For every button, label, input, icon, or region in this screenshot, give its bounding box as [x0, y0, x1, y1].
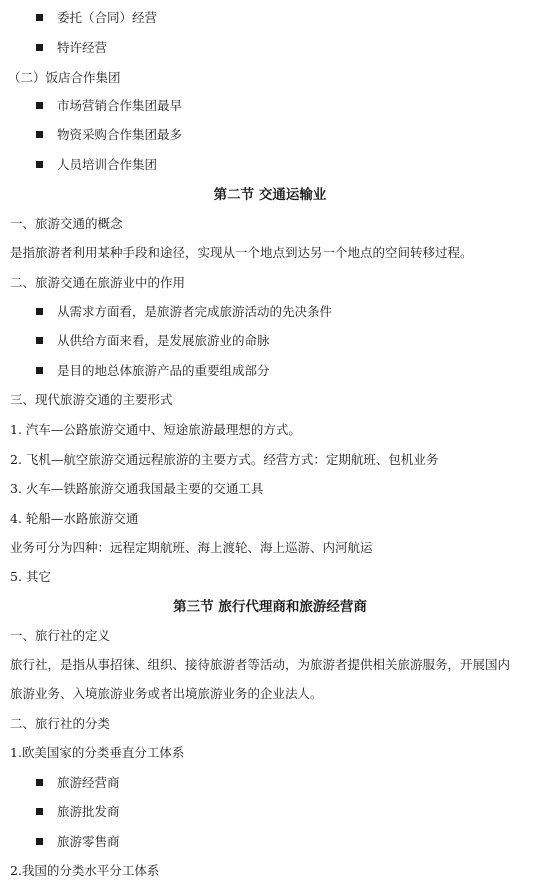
bullet-square-icon — [36, 102, 43, 109]
line-text: 人员培训合作集团 — [57, 157, 158, 172]
text-line — [0, 275, 540, 291]
text-line — [0, 657, 540, 673]
line-text: 一、旅行社的定义 — [10, 628, 111, 643]
bullet-item — [0, 363, 540, 379]
text-line — [0, 863, 540, 879]
line-text: 1. 汽车—公路旅游交通中、短途旅游最理想的方式。 — [10, 422, 301, 437]
bullet-item — [0, 834, 540, 850]
line-text: 物资采购合作集团最多 — [57, 127, 183, 142]
subsection-title — [0, 70, 540, 86]
line-text: 委托（合同）经营 — [57, 10, 158, 25]
line-text: 第三节 旅行代理商和旅游经营商 — [173, 599, 367, 615]
line-text: 4. 轮船—水路旅游交通 — [10, 511, 139, 526]
bullet-square-icon — [36, 14, 43, 21]
line-text: 是目的地总体旅游产品的重要组成部分 — [57, 363, 270, 378]
text-line — [0, 392, 540, 408]
line-text: 旅游业务、入境旅游业务或者出境旅游业务的企业法人。 — [10, 686, 323, 701]
bullet-item — [0, 98, 540, 114]
text-line — [0, 511, 540, 527]
line-text: 特许经营 — [57, 40, 108, 55]
line-text: 二、旅游交通在旅游业中的作用 — [10, 275, 186, 290]
text-line — [0, 628, 540, 644]
line-text: 旅行社，是指从事招徕、组织、接待旅游者等活动，为旅游者提供相关旅游服务，开展国内 — [10, 657, 511, 672]
bullet-square-icon — [36, 779, 43, 786]
line-text: 三、现代旅游交通的主要形式 — [10, 392, 173, 407]
bullet-square-icon — [36, 367, 43, 374]
line-text: 从需求方面看，是旅游者完成旅游活动的先决条件 — [57, 304, 333, 319]
line-text: 旅游经营商 — [57, 775, 120, 790]
bullet-item — [0, 157, 540, 173]
bullet-item — [0, 775, 540, 791]
line-text: 2. 飞机—航空旅游交通远程旅游的主要方式。经营方式：定期航班、包机业务 — [10, 452, 439, 467]
bullet-square-icon — [36, 161, 43, 168]
text-line — [0, 422, 540, 438]
line-text: 3. 火车—铁路旅游交通我国最主要的交通工具 — [10, 481, 264, 496]
text-line — [0, 540, 540, 556]
line-text: 旅游批发商 — [57, 804, 120, 819]
line-text: 业务可分为四种：远程定期航班、海上渡轮、海上巡游、内河航运 — [10, 540, 373, 555]
text-line — [0, 245, 540, 261]
bullet-item — [0, 10, 540, 26]
line-text: 第二节 交通运输业 — [213, 187, 327, 203]
text-line — [0, 216, 540, 232]
text-line — [0, 686, 540, 702]
line-text: 从供给方面来看，是发展旅游业的命脉 — [57, 333, 270, 348]
bullet-square-icon — [36, 838, 43, 845]
line-text: 一、旅游交通的概念 — [10, 216, 123, 231]
bullet-square-icon — [36, 44, 43, 51]
bullet-square-icon — [36, 337, 43, 344]
text-line — [0, 452, 540, 468]
section-heading — [0, 599, 540, 615]
bullet-item — [0, 804, 540, 820]
bullet-square-icon — [36, 808, 43, 815]
section-heading — [0, 187, 540, 203]
text-line — [0, 481, 540, 497]
bullet-square-icon — [36, 308, 43, 315]
line-text: 旅游零售商 — [57, 834, 120, 849]
line-text: 5. 其它 — [10, 569, 51, 584]
line-text: 市场营销合作集团最早 — [57, 98, 183, 113]
line-text: 1.欧美国家的分类垂直分工体系 — [10, 745, 185, 760]
bullet-item — [0, 333, 540, 349]
line-text: 二、旅行社的分类 — [10, 716, 111, 731]
bullet-item — [0, 304, 540, 320]
text-line — [0, 569, 540, 585]
bullet-square-icon — [36, 131, 43, 138]
bullet-item — [0, 127, 540, 143]
bullet-item — [0, 40, 540, 56]
line-text: （二）饭店合作集团 — [8, 70, 121, 85]
text-line — [0, 716, 540, 732]
line-text: 是指旅游者利用某种手段和途径，实现从一个地点到达另一个地点的空间转移过程。 — [10, 245, 473, 260]
line-text: 2.我国的分类水平分工体系 — [10, 863, 160, 878]
text-line — [0, 745, 540, 761]
